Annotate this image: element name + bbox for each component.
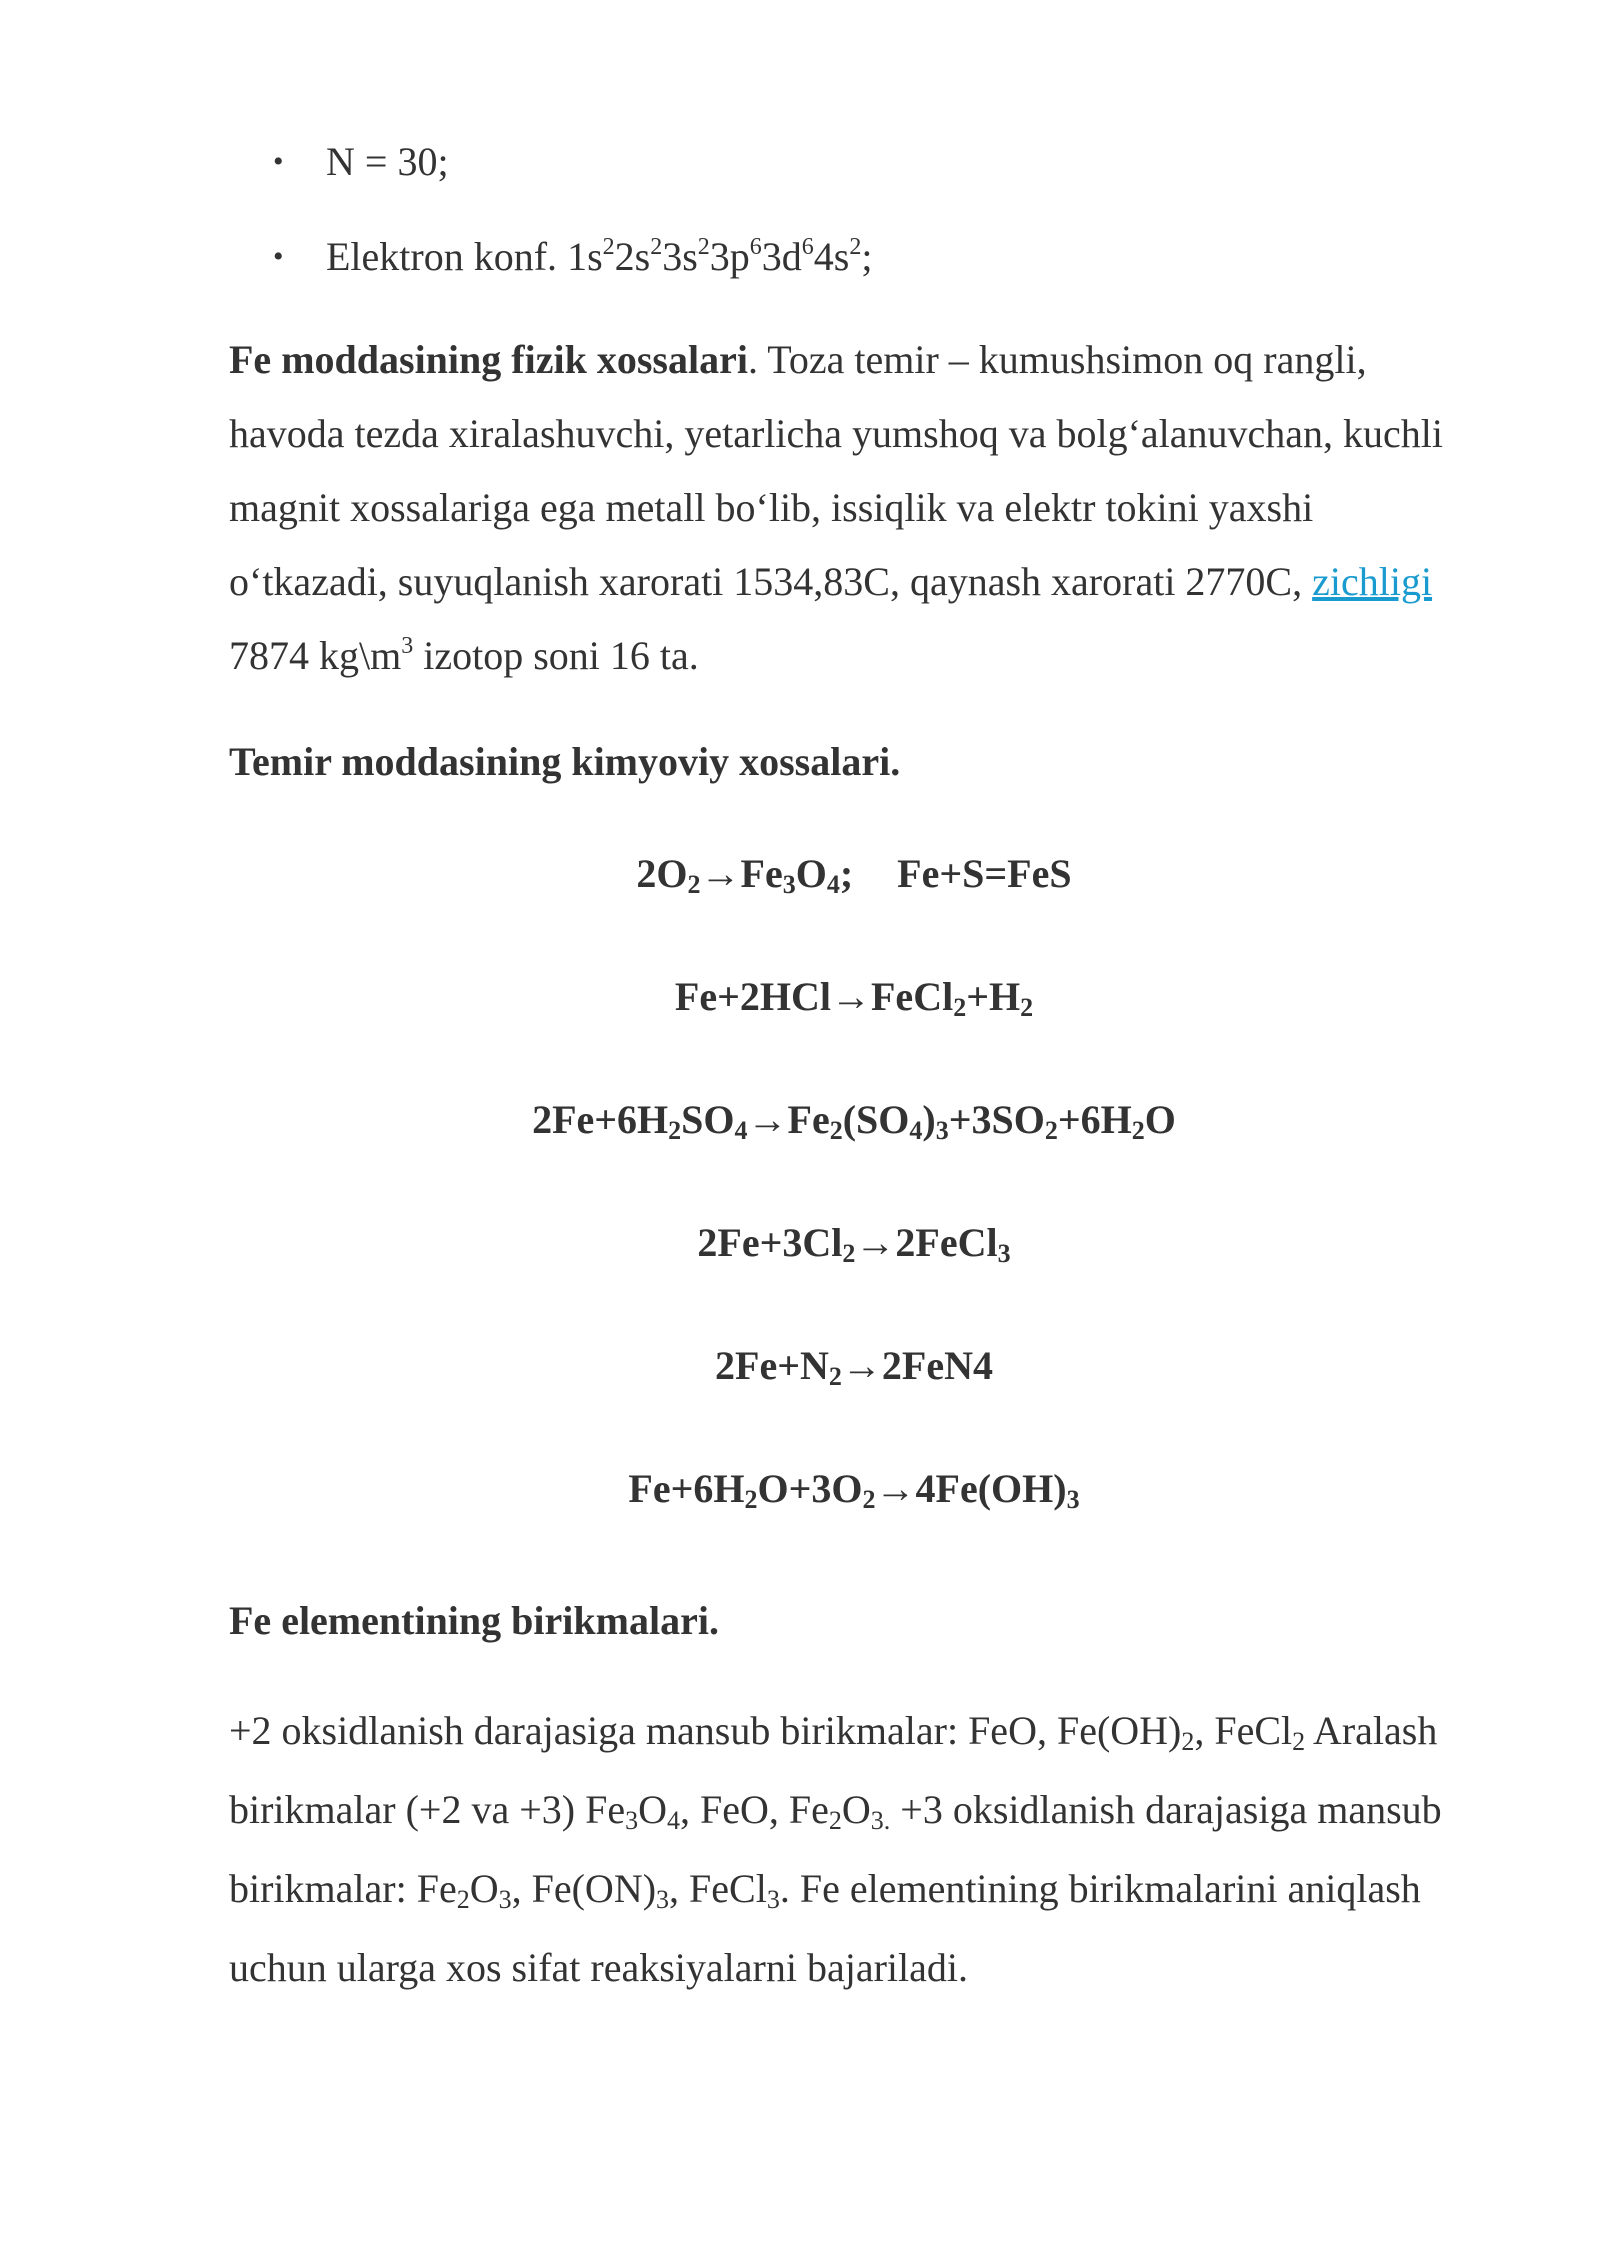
equation-1 bbox=[229, 849, 1479, 899]
arrow: → bbox=[875, 1466, 916, 1511]
eq-sub: 2 bbox=[1044, 1116, 1058, 1145]
compounds-text: O bbox=[638, 1787, 668, 1832]
eq-part: Fe+2HCl bbox=[674, 974, 831, 1019]
equation-5 bbox=[229, 1341, 1479, 1391]
compounds-text: , Fe(ON) bbox=[511, 1866, 657, 1911]
eq-part: 2FeCl bbox=[895, 1220, 998, 1265]
eq-sub: 2 bbox=[829, 1116, 843, 1145]
eq-part: Fe+S=FeS bbox=[897, 851, 1072, 896]
equation-4 bbox=[229, 1218, 1479, 1268]
density-link[interactable]: zichligi bbox=[1312, 559, 1433, 604]
arrow: → bbox=[841, 1343, 882, 1388]
eq-part: Fe+6H bbox=[628, 1466, 745, 1511]
config-part: 4s bbox=[813, 234, 850, 279]
eq-sub: 2 bbox=[862, 1485, 876, 1514]
config-exp: 2 bbox=[650, 234, 663, 260]
eq-part: ; bbox=[839, 851, 854, 896]
eq-part: O+3O bbox=[757, 1466, 863, 1511]
eq-part: (SO bbox=[842, 1097, 910, 1142]
chemical-properties-heading: Temir moddasining kimyoviy xossalari. bbox=[229, 739, 901, 784]
isotope-text: izotop soni 16 ta. bbox=[413, 633, 699, 678]
equation-6 bbox=[229, 1464, 1479, 1514]
compounds-text: O bbox=[469, 1866, 499, 1911]
compounds-sub: 3 bbox=[498, 1885, 512, 1914]
density-value: 7874 kg\m bbox=[229, 633, 402, 678]
bullet: • bbox=[273, 145, 284, 178]
compounds-sub: 3 bbox=[656, 1885, 670, 1914]
eq-sub: 2 bbox=[1020, 993, 1034, 1022]
eq-part: O bbox=[795, 851, 827, 896]
eq-sub: 2 bbox=[828, 1362, 842, 1391]
config-exp: 2 bbox=[849, 234, 862, 260]
eq-sub: 2 bbox=[953, 993, 967, 1022]
eq-sub: 2 bbox=[842, 1239, 856, 1268]
eq-part: 2FeN4 bbox=[881, 1343, 993, 1388]
eq-part: +H bbox=[966, 974, 1021, 1019]
bullet: • bbox=[273, 240, 284, 273]
facts-list bbox=[229, 140, 1479, 279]
eq-part: 2O bbox=[636, 851, 688, 896]
equation-2 bbox=[229, 972, 1479, 1022]
compounds-text: O bbox=[841, 1787, 871, 1832]
compounds-text: Aralash birikmalar (+2 va +3) Fe bbox=[229, 1708, 1438, 1832]
eq-sub: 4 bbox=[826, 870, 840, 899]
physical-properties-heading: Fe moddasining fizik xossalari bbox=[229, 337, 748, 382]
eq-part: Fe bbox=[787, 1097, 830, 1142]
arrow: → bbox=[831, 974, 871, 1019]
eq-part: SO bbox=[681, 1097, 735, 1142]
eq-part: Fe bbox=[740, 851, 783, 896]
compounds-sub: 3 bbox=[625, 1806, 639, 1835]
compounds-text: , FeCl bbox=[669, 1866, 767, 1911]
compounds-sub: 2 bbox=[828, 1806, 842, 1835]
arrow: → bbox=[855, 1220, 896, 1265]
config-exp: 2 bbox=[602, 234, 615, 260]
density-exponent: 3 bbox=[401, 633, 414, 659]
compounds-text: , FeO, Fe bbox=[680, 1787, 829, 1832]
eq-part: +3SO bbox=[948, 1097, 1045, 1142]
eq-part: +6H bbox=[1057, 1097, 1132, 1142]
compounds-sub: 2 bbox=[456, 1885, 470, 1914]
compounds-text: +3 oksidlanish darajasiga mansub birikmalar: Fe bbox=[229, 1787, 1442, 1911]
arrow: → bbox=[747, 1097, 788, 1142]
eq-sub: 3 bbox=[997, 1239, 1011, 1268]
eq-part: 2Fe+6H bbox=[532, 1097, 669, 1142]
compounds-sub: 2 bbox=[1292, 1727, 1306, 1756]
config-exp: 6 bbox=[801, 234, 814, 260]
fact-text: N = 30; bbox=[326, 139, 449, 184]
compounds-paragraph bbox=[229, 1694, 1479, 2005]
arrow: → bbox=[700, 851, 741, 896]
fact-label: Elektron konf. bbox=[326, 234, 568, 279]
eq-sub: 2 bbox=[687, 870, 701, 899]
eq-part: 4Fe(OH) bbox=[915, 1466, 1067, 1511]
compounds-heading: Fe elementining birikmalari. bbox=[229, 1598, 719, 1643]
config-exp: 6 bbox=[749, 234, 762, 260]
compounds-text: +2 oksidlanish darajasiga mansub birikmalar: FeO, Fe(OH) bbox=[229, 1708, 1182, 1753]
document-content bbox=[229, 140, 1479, 2005]
eq-part: 2Fe+3Cl bbox=[697, 1220, 843, 1265]
compounds-sub: 3. bbox=[870, 1806, 891, 1835]
compounds-sub: 4 bbox=[667, 1806, 681, 1835]
eq-sub: 2 bbox=[1131, 1116, 1145, 1145]
eq-sub: 3 bbox=[1066, 1485, 1080, 1514]
equation-3 bbox=[229, 1095, 1479, 1145]
equations-block bbox=[229, 849, 1479, 1514]
compounds-sub: 3 bbox=[766, 1885, 780, 1914]
eq-sub: 2 bbox=[668, 1116, 682, 1145]
config-part: 1s bbox=[567, 234, 603, 279]
fact-neutrons bbox=[229, 140, 1479, 184]
compounds-sub: 2 bbox=[1181, 1727, 1195, 1756]
config-exp: 2 bbox=[697, 234, 710, 260]
eq-sub: 4 bbox=[909, 1116, 923, 1145]
physical-properties-paragraph bbox=[229, 323, 1479, 699]
eq-sub: 3 bbox=[782, 870, 796, 899]
config-part: 3p bbox=[709, 234, 750, 279]
config-end: ; bbox=[861, 234, 873, 279]
eq-part: FeCl bbox=[871, 974, 954, 1019]
config-part: 2s bbox=[614, 234, 651, 279]
physical-properties-text: . Toza temir – kumushsimon oq rangli, havoda tezda xiralashuvchi, yetarlicha yumshoq va bolg‘alanuvchan, kuchli magnit xossalariga ega metall bo‘lib, issiqlik va elektr tokini yaxshi o‘tkazadi, suyuqlanish xarorati 1534,83C, qaynash xarorati 2770C, bbox=[229, 337, 1444, 604]
eq-sub: 3 bbox=[935, 1116, 949, 1145]
eq-part: O bbox=[1144, 1097, 1176, 1142]
fact-electron-config bbox=[229, 235, 1479, 279]
eq-sub: 2 bbox=[744, 1485, 758, 1514]
eq-part: 2Fe+N bbox=[715, 1343, 829, 1388]
eq-sub: 4 bbox=[734, 1116, 748, 1145]
eq-part: ) bbox=[922, 1097, 936, 1142]
compounds-text: , FeCl bbox=[1194, 1708, 1293, 1753]
config-part: 3s bbox=[662, 234, 698, 279]
compounds-text: . Fe elementining birikmalarini aniqlash uchun ularga xos sifat reaksiyalarni bajariladi. bbox=[229, 1866, 1421, 1990]
config-part: 3d bbox=[761, 234, 802, 279]
